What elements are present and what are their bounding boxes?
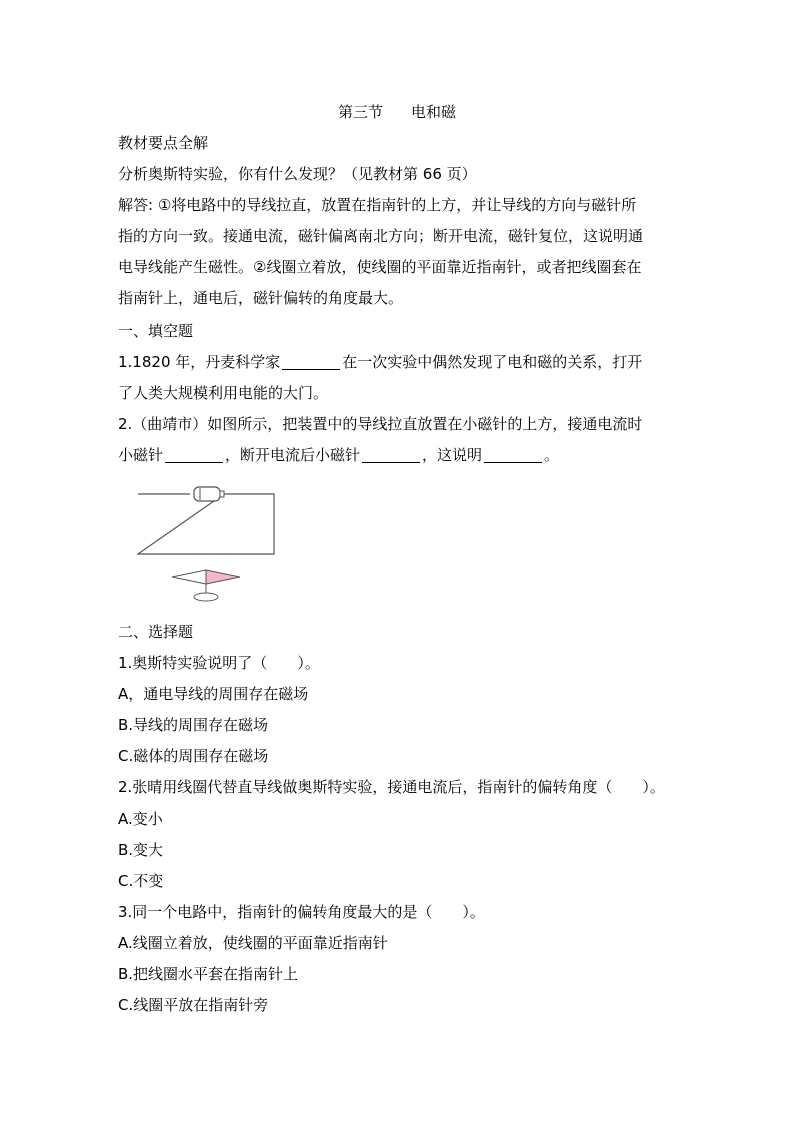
fill-question-2: 2.（曲靖市）如图所示，把装置中的导线拉直放置在小磁针的上方，接通电流时	[118, 415, 643, 433]
answer-line: 指的方向一致。接通电流，磁针偏离南北方向；断开电流，磁针复位，这说明通	[118, 227, 644, 245]
fill-question-1-continued: 了人类大规模利用电能的大门。	[118, 384, 329, 402]
answer-blank[interactable]	[362, 447, 420, 463]
choice-question-1: 1.奥斯特实验说明了（ ）。	[118, 654, 320, 672]
choice-option[interactable]: A.变小	[118, 810, 163, 828]
discovery-question: 分析奥斯特实验，你有什么发现？（见教材第 66 页）	[118, 165, 477, 183]
fill-question-1: 1.1820 年，丹麦科学家 在一次实验中偶然发现了电和磁的关系，打开	[118, 353, 643, 371]
answer-blank[interactable]	[282, 354, 340, 370]
circuit-wire	[138, 494, 274, 554]
answer-blank[interactable]	[165, 447, 223, 463]
choice-question-2: 2.张晴用线圈代替直导线做奥斯特实验，接通电流后，指南针的偏转角度（ ）。	[118, 778, 665, 796]
section-fill-heading: 一、填空题	[118, 322, 194, 340]
page-title	[0, 101, 794, 123]
section-number: 第三节	[337, 103, 383, 121]
choice-option[interactable]: B.导线的周围存在磁场	[118, 716, 269, 734]
answer-blank[interactable]	[484, 447, 542, 463]
choice-question-3: 3.同一个电路中，指南针的偏转角度最大的是（ ）。	[118, 903, 485, 921]
choice-option[interactable]: A.线圈立着放，使线圈的平面靠近指南针	[118, 934, 388, 952]
choice-option[interactable]: B.变大	[118, 841, 164, 859]
section-topic: 电和磁	[411, 103, 457, 121]
section-choice-heading: 二、选择题	[118, 623, 194, 641]
battery-icon	[194, 487, 224, 501]
choice-option[interactable]: C.不变	[118, 872, 164, 890]
choice-option[interactable]: A，通电导线的周围存在磁场	[118, 685, 309, 703]
choice-option[interactable]: C.磁体的周围存在磁场	[118, 747, 269, 765]
choice-option[interactable]: B.把线圈水平套在指南针上	[118, 965, 299, 983]
fill-question-2-continued: 小磁针 ，断开电流后小磁针 ，这说明 。	[118, 446, 560, 464]
answer-line: 电导线能产生磁性。②线圈立着放，使线圈的平面靠近指南针，或者把线圈套在	[118, 258, 642, 276]
circuit-compass-figure	[134, 484, 284, 606]
choice-option[interactable]: C.线圈平放在指南针旁	[118, 996, 269, 1014]
heading-key-points: 教材要点全解	[118, 134, 209, 152]
answer-line: 解答: ①将电路中的导线拉直，放置在指南针的上方，并让导线的方向与磁针所	[118, 196, 637, 214]
answer-line: 指南针上，通电后，磁针偏转的角度最大。	[118, 289, 404, 307]
compass-needle-icon	[172, 570, 240, 601]
